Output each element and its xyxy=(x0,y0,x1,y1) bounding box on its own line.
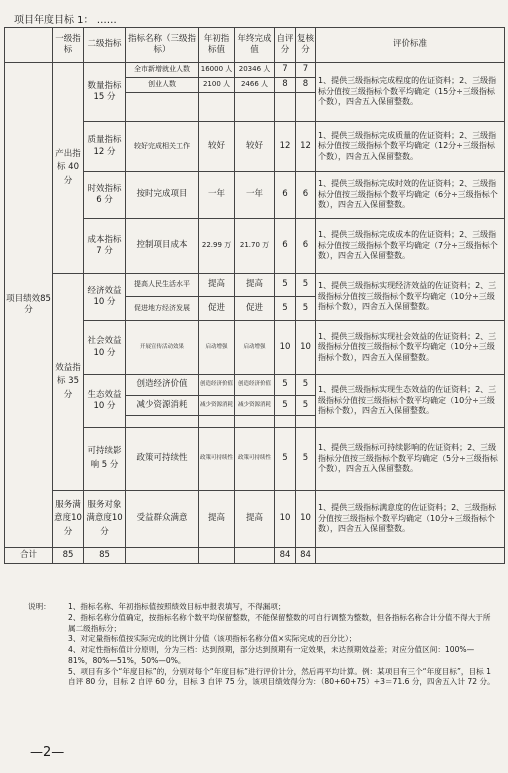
start-value: 一年 xyxy=(199,172,235,219)
col-level2-header: 一级指标 xyxy=(53,28,84,63)
end-value: 促进 xyxy=(235,297,275,321)
table-row xyxy=(5,274,505,297)
criteria-text: 1、提供三级指标实现社会效益的佐证资料；2、三级指标分值按三级指标个数平均确定（10分÷三级指标个数），四舍五入保留整数。 xyxy=(316,321,505,375)
social-benefit-cell: 社会效益10 分 xyxy=(84,321,126,375)
start-value: 促进 xyxy=(199,297,235,321)
self-score: 8 xyxy=(275,78,296,93)
criteria-text: 1、提供三级指标可持续影响的佐证资料；2、三级指标分值按三级指标个数平均确定（5分÷三级指标个数），四舍五入保留整数。 xyxy=(316,428,505,491)
end-value: 创造经济价值 xyxy=(235,375,275,396)
indicator-name: 按时完成项目 xyxy=(126,172,199,219)
total-self-score: 84 xyxy=(275,548,296,564)
output-indicator-cell: 产出指标 40分 xyxy=(53,63,84,274)
review-score: 5 xyxy=(296,375,316,396)
note-item: 4、对定性指标值计分原则，分为三档：达到预期，部分达到预期有一定效果，未达预期效益差；对应分值区间：100%—81%，80%—51%，50%—0%。 xyxy=(68,645,475,665)
indicator-name: 创业人数 xyxy=(126,78,199,93)
total-value: 85 xyxy=(84,548,126,564)
end-value: 21.70 万 xyxy=(235,219,275,274)
col-end-header: 年终完成值 xyxy=(235,28,275,63)
note-item: 3、对定量指标值按实际完成的比例计分值（该项指标名称分值×实际完成的百分比）； xyxy=(68,634,357,644)
economic-benefit-cell: 经济效益10 分 xyxy=(84,274,126,321)
sustainable-impact-cell: 可持续影响 5 分 xyxy=(84,428,126,491)
start-value: 16000 人 xyxy=(199,63,235,78)
self-score: 5 xyxy=(275,274,296,297)
timeliness-indicator-cell: 时效指标6 分 xyxy=(84,172,126,219)
quality-indicator-cell: 质量指标12 分 xyxy=(84,122,126,172)
self-score: 5 xyxy=(275,297,296,321)
criteria-text: 1、提供三级指标完成时效的佐证资料；2、三级指标分值按三级指标个数平均确定（6分÷三级指标个数），四舍五入保留整数。 xyxy=(316,172,505,219)
col-review-header: 复核分 xyxy=(296,28,316,63)
start-value: 22.99 万 xyxy=(199,219,235,274)
note-item: 2、指标名称分值确定，按指标名称个数平均保留整数，不能保留整数的可自行调整为整数，但各指标名称合计分值不得大于所属二级指标分； xyxy=(68,612,491,633)
review-score: 6 xyxy=(296,172,316,219)
ecological-benefit-cell: 生态效益10 分 xyxy=(84,375,126,428)
end-value: 政策可持续性 xyxy=(235,428,275,491)
start-value: 政策可持续性 xyxy=(199,428,235,491)
table-row xyxy=(5,491,505,548)
header-row xyxy=(5,28,505,63)
total-label: 合计 xyxy=(5,548,53,564)
page-number: —2— xyxy=(30,745,65,760)
end-value: 提高 xyxy=(235,491,275,548)
notes-section xyxy=(28,602,498,688)
notes-prefix: 说明： xyxy=(28,602,51,611)
table-row xyxy=(5,63,505,78)
end-value: 一年 xyxy=(235,172,275,219)
benefit-indicator-cell: 效益指标 35分 xyxy=(53,274,84,491)
indicator-name: 创造经济价值 xyxy=(126,375,199,396)
indicator-name: 政策可持续性 xyxy=(126,428,199,491)
review-score: 12 xyxy=(296,122,316,172)
service-satisfaction-cell: 服务满意度10分 xyxy=(53,491,84,548)
col-level2-header-b: 二级指标 xyxy=(84,28,126,63)
col-criteria-header: 评价标准 xyxy=(316,28,505,63)
self-score: 6 xyxy=(275,172,296,219)
indicator-name: 控制项目成本 xyxy=(126,219,199,274)
start-value: 较好 xyxy=(199,122,235,172)
start-value: 2100 人 xyxy=(199,78,235,93)
review-score: 6 xyxy=(296,219,316,274)
start-value: 提高 xyxy=(199,274,235,297)
indicator-name: 受益群众满意 xyxy=(126,491,199,548)
start-value: 减少资源消耗 xyxy=(199,396,235,416)
indicator-name: 促进地方经济发展 xyxy=(126,297,199,321)
service-object-satisfaction-cell: 服务对象满意度10 分 xyxy=(84,491,126,548)
self-score: 5 xyxy=(275,428,296,491)
end-value: 减少资源消耗 xyxy=(235,396,275,416)
col-self-header: 自评分 xyxy=(275,28,296,63)
review-score: 10 xyxy=(296,491,316,548)
end-value: 较好 xyxy=(235,122,275,172)
self-score: 12 xyxy=(275,122,296,172)
end-value: 提高 xyxy=(235,274,275,297)
start-value: 提高 xyxy=(199,491,235,548)
criteria-text: 1、提供三级指标完成程度的佐证资料；2、三级指标分值按三级指标个数平均确定（15分÷三级指标个数），四舍五入保留整数。 xyxy=(316,63,505,122)
start-value: 创造经济价值 xyxy=(199,375,235,396)
end-value: 2466 人 xyxy=(235,78,275,93)
review-score: 7 xyxy=(296,63,316,78)
total-review-score: 84 xyxy=(296,548,316,564)
criteria-text: 1、提供三级指标实现经济效益的佐证资料；2、三级指标分值按三级指标个数平均确定（10分÷三级指标个数），四舍五入保留整数。 xyxy=(316,274,505,321)
total-row xyxy=(5,548,505,564)
self-score: 7 xyxy=(275,63,296,78)
annual-goal-label: 项目年度目标 1： …… xyxy=(14,15,117,26)
end-value: 20346 人 xyxy=(235,63,275,78)
indicator-name: 开展宣传活动效果 xyxy=(126,321,199,375)
review-score: 5 xyxy=(296,297,316,321)
review-score: 5 xyxy=(296,428,316,491)
criteria-text: 1、提供三级指标完成成本的佐证资料；2、三级指标分值按三级指标个数平均确定（7分÷三级指标个数），四舍五入保留整数。 xyxy=(316,219,505,274)
quantity-indicator-cell: 数量指标15 分 xyxy=(84,63,126,122)
col-start-header: 年初指标值 xyxy=(199,28,235,63)
project-performance-cell: 项目绩效85 分 xyxy=(5,63,53,548)
review-score: 10 xyxy=(296,321,316,375)
evaluation-table xyxy=(4,27,505,564)
total-value: 85 xyxy=(53,548,84,564)
criteria-text: 1、提供三级指标完成质量的佐证资料；2、三级指标分值按三级指标个数平均确定（12分÷三级指标个数），四舍五入保留整数。 xyxy=(316,122,505,172)
criteria-text: 1、提供三级指标满意度的佐证资料；2、三级指标分值按三级指标个数平均确定（10分÷三级指标个数），四舍五入保留整数。 xyxy=(316,491,505,548)
indicator-name: 减少资源消耗 xyxy=(126,396,199,416)
note-item: 5、项目有多个“年度目标”的，分别对每个“年度目标”进行评价计分，然后再平均计算。例：某项目有三个“年度目标”，目标 1 自评 80 分，目标 2 自评 60 分，目标 3 自评 75 分，该项目绩效得分为：（80+60+75）÷3＝71.6 分，四舍五入计 72 分。 xyxy=(68,666,495,687)
indicator-name: 提高人民生活水平 xyxy=(126,274,199,297)
indicator-name: 较好完成相关工作 xyxy=(126,122,199,172)
review-score: 5 xyxy=(296,396,316,416)
criteria-text: 1、提供三级指标实现生态效益的佐证资料；2、三级指标分值按三级指标个数平均确定（10分÷三级指标个数），四舍五入保留整数。 xyxy=(316,375,505,428)
self-score: 5 xyxy=(275,375,296,396)
self-score: 6 xyxy=(275,219,296,274)
self-score: 10 xyxy=(275,321,296,375)
end-value: 启动增强 xyxy=(235,321,275,375)
col-name-header: 指标名称（三级指标） xyxy=(126,28,199,63)
note-item: 1、指标名称、年初指标值按照绩效目标申报表填写，不得漏项； xyxy=(68,602,286,611)
review-score: 5 xyxy=(296,274,316,297)
indicator-name: 全市新增就业人数 xyxy=(126,63,199,78)
col-level1 xyxy=(5,28,53,63)
start-value: 启动增强 xyxy=(199,321,235,375)
cost-indicator-cell: 成本指标7 分 xyxy=(84,219,126,274)
self-score: 5 xyxy=(275,396,296,416)
self-score: 10 xyxy=(275,491,296,548)
review-score: 8 xyxy=(296,78,316,93)
